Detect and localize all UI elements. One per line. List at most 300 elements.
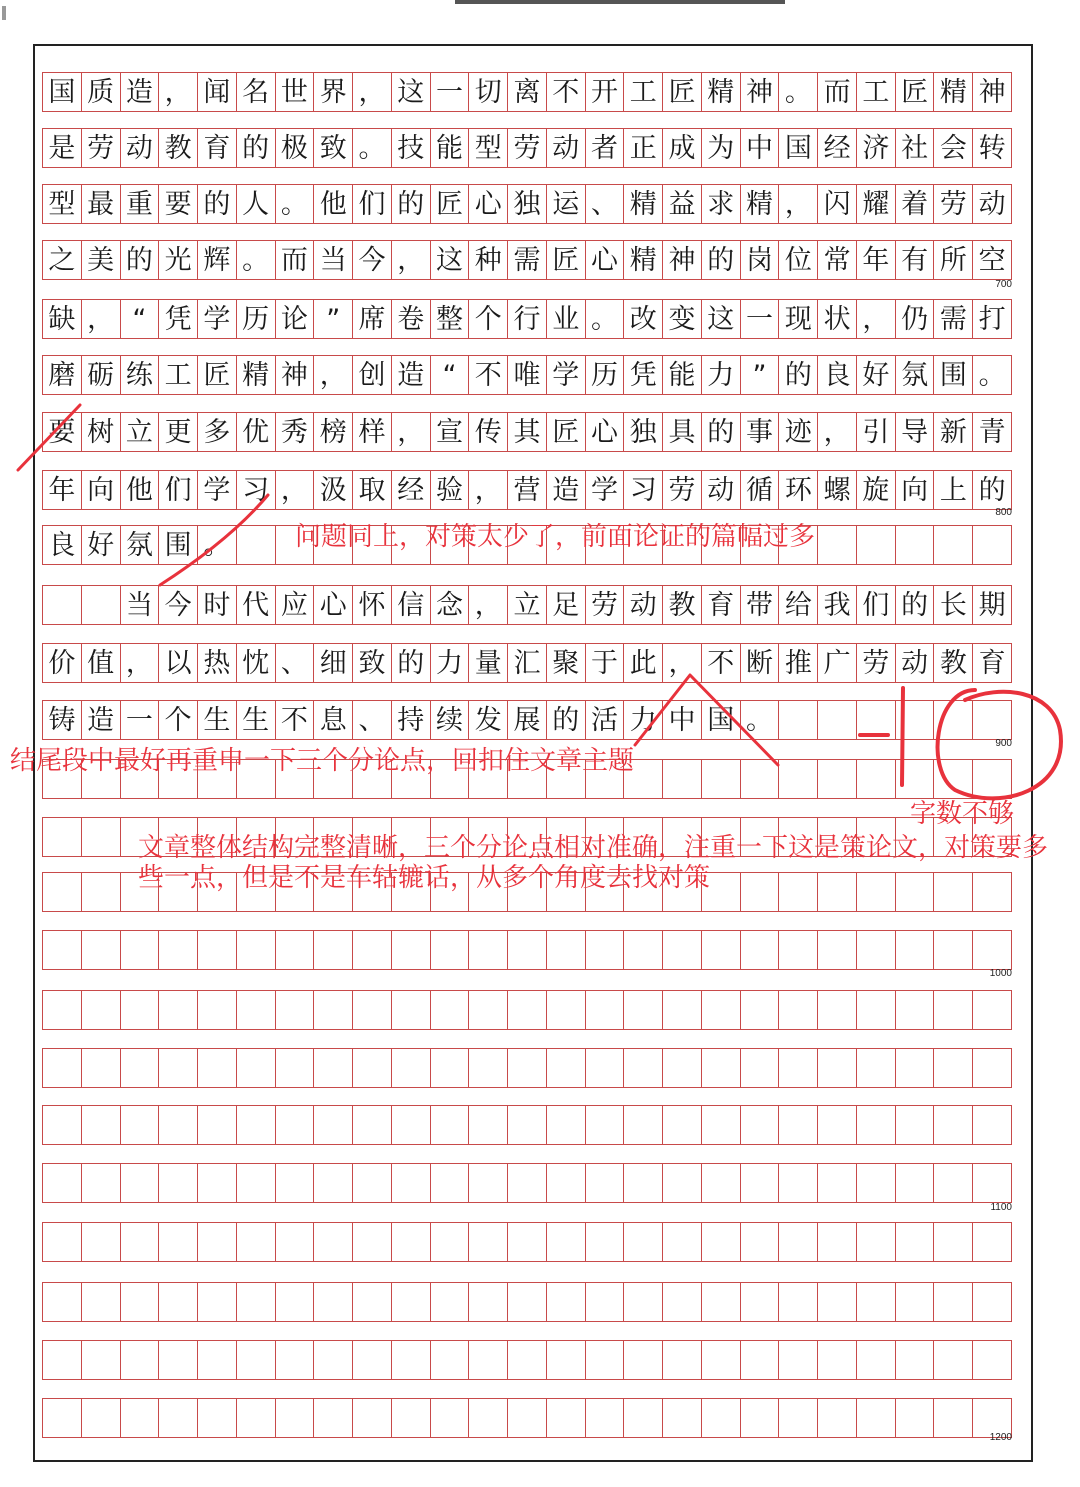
- grid-cell: 向: [896, 471, 935, 509]
- grid-cell: [934, 1399, 973, 1437]
- grid-cell: 念: [431, 586, 470, 624]
- grid-cell: [547, 1223, 586, 1261]
- grid-cell: 凭: [624, 356, 663, 394]
- grid-cell: 值: [82, 644, 121, 682]
- grid-cell: 氛: [121, 526, 160, 564]
- grid-cell: 生: [237, 701, 276, 739]
- grid-cell: 怀: [353, 586, 392, 624]
- grid-cell: [82, 991, 121, 1029]
- grid-cell: [663, 1283, 702, 1321]
- grid-cell: [702, 1399, 741, 1437]
- grid-cell: [431, 1049, 470, 1087]
- grid-cell: 秀: [276, 413, 315, 451]
- grid-cell: 不: [547, 73, 586, 111]
- grid-cell: [508, 1049, 547, 1087]
- grid-cell: [353, 1223, 392, 1261]
- grid-cell: [663, 760, 702, 798]
- grid-cell: [508, 1341, 547, 1379]
- grid-cell: [973, 1164, 1012, 1202]
- grid-cell: [547, 1399, 586, 1437]
- grid-cell: 们: [353, 185, 392, 223]
- grid-cell: [818, 1164, 857, 1202]
- grid-cell: 转: [973, 129, 1012, 167]
- grid-cell: 历: [586, 356, 625, 394]
- grid-cell: 导: [896, 413, 935, 451]
- grid-cell: 的: [702, 413, 741, 451]
- grid-cell: [237, 1283, 276, 1321]
- grid-cell: 最: [82, 185, 121, 223]
- grid-cell: 足: [547, 586, 586, 624]
- grid-cell: [857, 931, 896, 969]
- grid-cell: 开: [586, 73, 625, 111]
- grid-cell: [121, 1049, 160, 1087]
- grid-cell: 优: [237, 413, 276, 451]
- grid-cell: [469, 991, 508, 1029]
- grid-cell: [314, 991, 353, 1029]
- grid-cell: [586, 1283, 625, 1321]
- grid-cell: [779, 1223, 818, 1261]
- grid-cell: 技: [392, 129, 431, 167]
- grid-cell: [663, 1049, 702, 1087]
- grid-cell: [198, 991, 237, 1029]
- grid-cell: [896, 1223, 935, 1261]
- grid-cell: [276, 1283, 315, 1321]
- grid-cell: 致: [314, 129, 353, 167]
- grid-cell: 改: [624, 300, 663, 338]
- grid-cell: 年: [857, 241, 896, 279]
- grid-cell: 型: [469, 129, 508, 167]
- grid-cell: 个: [469, 300, 508, 338]
- grid-cell: 造: [392, 356, 431, 394]
- grid-cell: [857, 1106, 896, 1144]
- grid-cell: [43, 991, 82, 1029]
- grid-cell: [353, 1341, 392, 1379]
- grid-cell: [624, 1341, 663, 1379]
- grid-cell: [857, 1283, 896, 1321]
- grid-cell: 造: [547, 471, 586, 509]
- grid-cell: [586, 931, 625, 969]
- grid-cell: [237, 526, 276, 564]
- grid-cell: 名: [237, 73, 276, 111]
- grid-cell: 。: [973, 356, 1012, 394]
- grid-cell: 的: [198, 185, 237, 223]
- grid-cell: 空: [973, 241, 1012, 279]
- grid-cell: [702, 1164, 741, 1202]
- grid-cell: 一: [121, 701, 160, 739]
- grid-cell: 的: [392, 644, 431, 682]
- grid-cell: 。: [276, 185, 315, 223]
- grid-cell: 种: [469, 241, 508, 279]
- grid-cell: 而: [818, 73, 857, 111]
- grid-cell: 此: [624, 644, 663, 682]
- grid-cell: 经: [818, 129, 857, 167]
- grid-cell: [741, 1283, 780, 1321]
- grid-cell: [276, 1341, 315, 1379]
- grid-row: [42, 184, 1012, 224]
- grid-cell: [198, 1341, 237, 1379]
- grid-cell: 界: [314, 73, 353, 111]
- grid-cell: 好: [82, 526, 121, 564]
- grid-cell: [43, 586, 82, 624]
- grid-cell: [624, 1164, 663, 1202]
- grid-cell: [857, 1049, 896, 1087]
- grid-cell: [276, 1164, 315, 1202]
- grid-cell: 心: [586, 413, 625, 451]
- grid-cell: 这: [392, 73, 431, 111]
- grid-cell: 砺: [82, 356, 121, 394]
- grid-cell: 的: [779, 356, 818, 394]
- grid-cell: [198, 1049, 237, 1087]
- grid-cell: 济: [857, 129, 896, 167]
- grid-cell: [198, 1164, 237, 1202]
- grid-cell: 这: [702, 300, 741, 338]
- grid-cell: [43, 1049, 82, 1087]
- grid-cell: [779, 701, 818, 739]
- grid-cell: 能: [663, 356, 702, 394]
- grid-cell: [896, 760, 935, 798]
- grid-cell: 这: [431, 241, 470, 279]
- grid-cell: 学: [198, 471, 237, 509]
- grid-cell: 匠: [547, 413, 586, 451]
- grid-cell: [934, 1223, 973, 1261]
- grid-cell: [973, 931, 1012, 969]
- grid-cell: 良: [43, 526, 82, 564]
- grid-cell: 。: [237, 241, 276, 279]
- grid-row: [42, 930, 1012, 970]
- grid-cell: [159, 1341, 198, 1379]
- grid-cell: [818, 526, 857, 564]
- grid-cell: 热: [198, 644, 237, 682]
- word-count-1200: 1200: [989, 1432, 1012, 1443]
- grid-cell: 量: [469, 644, 508, 682]
- grid-cell: 营: [508, 471, 547, 509]
- grid-cell: [198, 1223, 237, 1261]
- grid-cell: [469, 1223, 508, 1261]
- grid-cell: ，: [276, 471, 315, 509]
- grid-cell: [353, 991, 392, 1029]
- grid-cell: 打: [973, 300, 1012, 338]
- grid-cell: [586, 991, 625, 1029]
- grid-cell: [431, 931, 470, 969]
- grid-cell: [857, 1399, 896, 1437]
- grid-cell: 代: [237, 586, 276, 624]
- grid-cell: [82, 1399, 121, 1437]
- grid-cell: ，: [392, 413, 431, 451]
- grid-cell: [237, 1106, 276, 1144]
- grid-cell: [508, 931, 547, 969]
- grid-cell: 中: [663, 701, 702, 739]
- grid-cell: 为: [702, 129, 741, 167]
- grid-row: [42, 299, 1012, 339]
- grid-cell: [934, 526, 973, 564]
- grid-cell: [663, 1399, 702, 1437]
- grid-cell: 位: [779, 241, 818, 279]
- grid-cell: 螺: [818, 471, 857, 509]
- grid-cell: 围: [934, 356, 973, 394]
- grid-cell: 国: [779, 129, 818, 167]
- grid-cell: [973, 1106, 1012, 1144]
- grid-cell: 工: [159, 356, 198, 394]
- grid-cell: [82, 1164, 121, 1202]
- grid-cell: 不: [702, 644, 741, 682]
- grid-cell: [469, 1106, 508, 1144]
- grid-cell: 人: [237, 185, 276, 223]
- grid-cell: 长: [934, 586, 973, 624]
- grid-cell: [702, 1341, 741, 1379]
- grid-cell: 质: [82, 73, 121, 111]
- grid-cell: 动: [702, 471, 741, 509]
- grid-cell: [973, 760, 1012, 798]
- grid-cell: 国: [702, 701, 741, 739]
- grid-cell: 教: [663, 586, 702, 624]
- grid-cell: 。: [353, 129, 392, 167]
- grid-cell: [82, 1223, 121, 1261]
- grid-cell: 的: [237, 129, 276, 167]
- grid-cell: 青: [973, 413, 1012, 451]
- grid-cell: 们: [857, 586, 896, 624]
- grid-cell: [392, 1049, 431, 1087]
- grid-cell: 劳: [508, 129, 547, 167]
- grid-cell: 离: [508, 73, 547, 111]
- grid-cell: 需: [508, 241, 547, 279]
- grid-cell: 展: [508, 701, 547, 739]
- grid-cell: [934, 701, 973, 739]
- grid-cell: 育: [973, 644, 1012, 682]
- grid-cell: [82, 1341, 121, 1379]
- grid-cell: [43, 873, 82, 911]
- grid-cell: 能: [431, 129, 470, 167]
- grid-cell: ，: [779, 185, 818, 223]
- grid-cell: 神: [741, 73, 780, 111]
- grid-cell: 精: [702, 73, 741, 111]
- grid-cell: [779, 1049, 818, 1087]
- grid-cell: [857, 1223, 896, 1261]
- grid-cell: [431, 1223, 470, 1261]
- grid-cell: 者: [586, 129, 625, 167]
- annotation-ending-advice: 结尾段中最好再重申一下三个分论点，回扣住文章主题: [10, 746, 635, 776]
- grid-cell: 中: [741, 129, 780, 167]
- grid-cell: 我: [818, 586, 857, 624]
- grid-cell: [392, 1164, 431, 1202]
- grid-cell: 学: [586, 471, 625, 509]
- grid-row: [42, 700, 1012, 740]
- grid-cell: 价: [43, 644, 82, 682]
- grid-cell: [469, 1341, 508, 1379]
- grid-cell: [121, 1164, 160, 1202]
- grid-cell: 循: [741, 471, 780, 509]
- grid-cell: [314, 1283, 353, 1321]
- grid-cell: [198, 931, 237, 969]
- grid-cell: 变: [663, 300, 702, 338]
- grid-cell: 、: [276, 644, 315, 682]
- grid-cell: [198, 1106, 237, 1144]
- word-count-900: 900: [995, 738, 1012, 749]
- grid-cell: 良: [818, 356, 857, 394]
- grid-cell: 运: [547, 185, 586, 223]
- grid-cell: [121, 1399, 160, 1437]
- grid-cell: 工: [624, 73, 663, 111]
- grid-cell: [973, 991, 1012, 1029]
- grid-cell: [314, 1164, 353, 1202]
- grid-cell: 精: [624, 185, 663, 223]
- grid-cell: ，: [392, 241, 431, 279]
- grid-cell: ”: [314, 300, 353, 338]
- grid-cell: [973, 701, 1012, 739]
- grid-cell: 匠: [663, 73, 702, 111]
- grid-cell: 练: [121, 356, 160, 394]
- grid-cell: 耀: [857, 185, 896, 223]
- grid-cell: [159, 1399, 198, 1437]
- grid-cell: [121, 1341, 160, 1379]
- grid-cell: 带: [741, 586, 780, 624]
- grid-cell: [469, 931, 508, 969]
- grid-row: [42, 1282, 1012, 1322]
- grid-cell: [779, 1106, 818, 1144]
- grid-cell: [353, 1399, 392, 1437]
- grid-cell: ，: [663, 644, 702, 682]
- grid-cell: 求: [702, 185, 741, 223]
- grid-cell: [547, 1283, 586, 1321]
- grid-cell: [121, 1106, 160, 1144]
- grid-row: [42, 355, 1012, 395]
- grid-cell: [121, 1223, 160, 1261]
- grid-cell: [431, 1164, 470, 1202]
- grid-cell: [82, 1106, 121, 1144]
- grid-cell: 劳: [663, 471, 702, 509]
- grid-row: [42, 1222, 1012, 1262]
- grid-cell: 育: [702, 586, 741, 624]
- grid-cell: [818, 701, 857, 739]
- grid-cell: [624, 931, 663, 969]
- grid-row: [42, 72, 1012, 112]
- grid-cell: 岗: [741, 241, 780, 279]
- grid-cell: [934, 1106, 973, 1144]
- grid-cell: [353, 1106, 392, 1144]
- grid-cell: [392, 991, 431, 1029]
- grid-cell: 立: [121, 413, 160, 451]
- grid-cell: [586, 1049, 625, 1087]
- grid-cell: 极: [276, 129, 315, 167]
- grid-cell: 育: [198, 129, 237, 167]
- grid-cell: 他: [121, 471, 160, 509]
- grid-cell: [547, 1164, 586, 1202]
- grid-cell: [934, 991, 973, 1029]
- grid-cell: 教: [159, 129, 198, 167]
- grid-cell: 好: [857, 356, 896, 394]
- grid-cell: [469, 1049, 508, 1087]
- annotation-problem-same: 问题同上，对策太少了，前面论证的篇幅过多: [295, 522, 816, 552]
- grid-cell: 心: [586, 241, 625, 279]
- grid-cell: [276, 991, 315, 1029]
- grid-cell: [857, 1164, 896, 1202]
- grid-cell: [779, 1164, 818, 1202]
- grid-cell: 力: [431, 644, 470, 682]
- grid-cell: [392, 1399, 431, 1437]
- grid-cell: [818, 1341, 857, 1379]
- grid-cell: [857, 1341, 896, 1379]
- grid-cell: 动: [624, 586, 663, 624]
- grid-cell: 造: [82, 701, 121, 739]
- grid-cell: 习: [624, 471, 663, 509]
- grid-cell: 他: [314, 185, 353, 223]
- grid-cell: [586, 1341, 625, 1379]
- grid-cell: 美: [82, 241, 121, 279]
- grid-cell: [896, 1106, 935, 1144]
- grid-cell: 传: [469, 413, 508, 451]
- word-count-800: 800: [995, 507, 1012, 518]
- grid-cell: 围: [159, 526, 198, 564]
- grid-cell: [121, 991, 160, 1029]
- grid-cell: [818, 1106, 857, 1144]
- grid-cell: 神: [276, 356, 315, 394]
- grid-cell: [741, 1164, 780, 1202]
- grid-cell: ，: [818, 413, 857, 451]
- grid-cell: [818, 1223, 857, 1261]
- grid-cell: [237, 1399, 276, 1437]
- grid-cell: 引: [857, 413, 896, 451]
- grid-cell: [314, 1223, 353, 1261]
- grid-cell: 唯: [508, 356, 547, 394]
- grid-cell: 不: [276, 701, 315, 739]
- grid-cell: 样: [353, 413, 392, 451]
- grid-cell: [624, 991, 663, 1029]
- annotation-word-count-low: 字数不够: [910, 799, 1015, 829]
- grid-cell: 续: [431, 701, 470, 739]
- grid-cell: 汇: [508, 644, 547, 682]
- grid-cell: 国: [43, 73, 82, 111]
- grid-cell: [857, 701, 896, 739]
- grid-cell: 、: [586, 185, 625, 223]
- grid-cell: 的: [702, 241, 741, 279]
- grid-cell: 匠: [431, 185, 470, 223]
- grid-cell: ”: [741, 356, 780, 394]
- grid-cell: 一: [431, 73, 470, 111]
- grid-cell: [508, 1106, 547, 1144]
- grid-cell: [431, 991, 470, 1029]
- grid-cell: 的: [973, 471, 1012, 509]
- grid-cell: 神: [973, 73, 1012, 111]
- grid-cell: [779, 1341, 818, 1379]
- grid-cell: [43, 1283, 82, 1321]
- grid-cell: [586, 1106, 625, 1144]
- word-count-1100: 1100: [990, 1202, 1012, 1213]
- grid-cell: 氛: [896, 356, 935, 394]
- grid-cell: [276, 931, 315, 969]
- grid-cell: 广: [818, 644, 857, 682]
- grid-cell: 生: [198, 701, 237, 739]
- grid-cell: 论: [276, 300, 315, 338]
- grid-cell: 今: [353, 241, 392, 279]
- grid-cell: [508, 1223, 547, 1261]
- grid-cell: 辉: [198, 241, 237, 279]
- grid-cell: 神: [663, 241, 702, 279]
- grid-row: [42, 990, 1012, 1030]
- grid-cell: [973, 1049, 1012, 1087]
- grid-cell: 卷: [392, 300, 431, 338]
- grid-cell: 切: [469, 73, 508, 111]
- grid-cell: 当: [121, 586, 160, 624]
- grid-cell: [43, 1223, 82, 1261]
- grid-cell: 闪: [818, 185, 857, 223]
- grid-cell: [43, 931, 82, 969]
- grid-cell: 、: [353, 701, 392, 739]
- grid-cell: 心: [314, 586, 353, 624]
- grid-cell: [663, 1223, 702, 1261]
- grid-cell: 力: [702, 356, 741, 394]
- grid-cell: [896, 1283, 935, 1321]
- grid-cell: 着: [896, 185, 935, 223]
- grid-cell: [973, 526, 1012, 564]
